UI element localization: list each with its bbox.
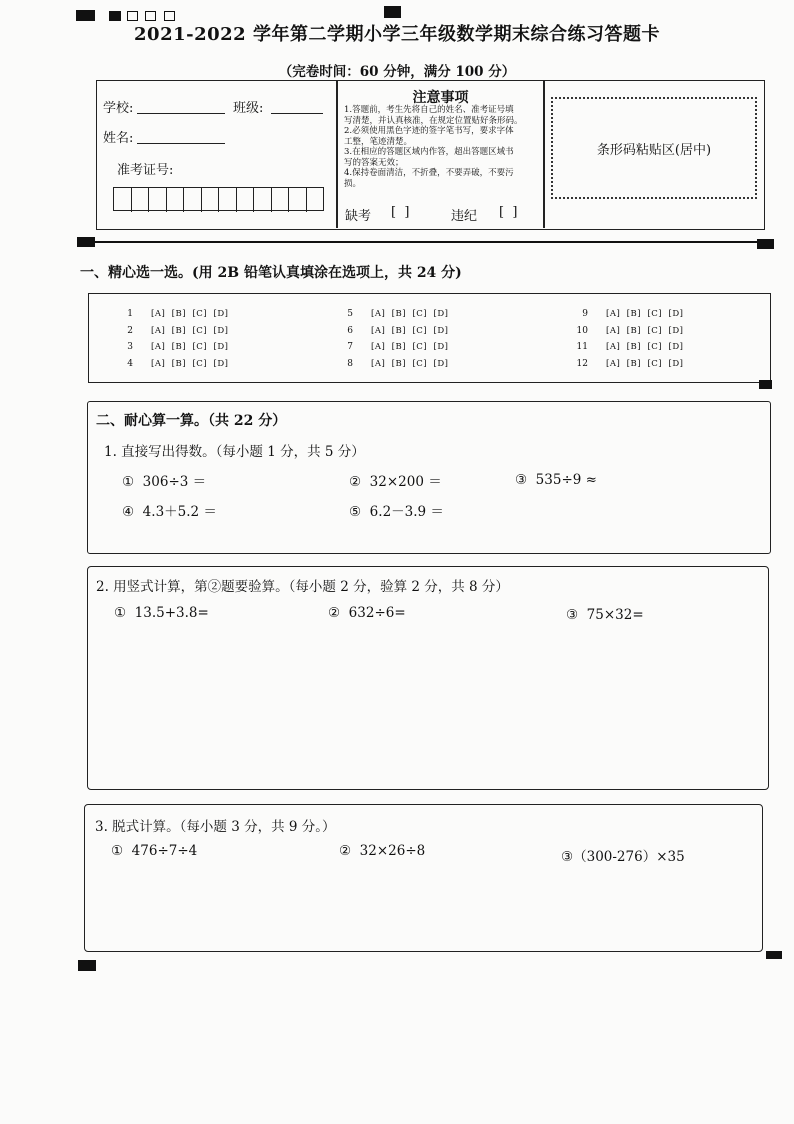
choice-row: [119, 359, 228, 369]
exam-number-cell[interactable]: [272, 188, 290, 212]
exam-number-cell[interactable]: [149, 188, 167, 212]
exam-number-cell[interactable]: [184, 188, 202, 212]
answer-options[interactable]: [A] [B] [C] [D]: [151, 342, 229, 352]
choice-row: [574, 309, 683, 319]
question-number: 5: [347, 309, 353, 319]
part3-heading: 3. 脱式计算。（每小题 3 分，共 9 分。）: [95, 819, 336, 835]
timing-mark-bottom-right: [766, 951, 782, 959]
mental-math-item-2: ② 32×200 ＝: [349, 474, 442, 490]
exam-number-grid[interactable]: [113, 187, 324, 211]
section2-part1-box: [87, 401, 771, 554]
class-label: 班级:: [233, 101, 264, 116]
section2-part2-box: [87, 566, 769, 790]
school-field[interactable]: [137, 113, 225, 114]
mental-math-item-3: ③ 535÷9 ≈: [515, 472, 597, 488]
exam-number-cell[interactable]: [219, 188, 237, 212]
section1-heading: 一、精心选一选。(用 2B 铅笔认真填涂在选项上，共 24 分): [80, 265, 462, 281]
question-number: 7: [347, 342, 353, 352]
info-box: [96, 80, 765, 230]
choice-row: [339, 326, 448, 336]
part2-heading: 2. 用竖式计算，第②题要验算。（每小题 2 分，验算 2 分，共 8 分）: [96, 579, 509, 595]
notes-line: 工整，笔迹清楚。: [344, 136, 413, 147]
timing-mark-top-center: [384, 6, 401, 18]
answer-options[interactable]: [A] [B] [C] [D]: [151, 358, 229, 369]
exam-number-cell[interactable]: [289, 188, 307, 212]
step-calc-item-2: ② 32×26÷8: [339, 843, 426, 859]
class-field[interactable]: [271, 113, 323, 114]
question-number: 4: [127, 358, 133, 369]
name-label: 姓名:: [103, 131, 134, 146]
choice-row: [339, 342, 448, 352]
question-number: 9: [582, 309, 588, 319]
notes-line: 4.保持卷面清洁，不折叠，不要弄破，不要污: [344, 168, 514, 178]
page-title: 2021-2022 学年第二学期小学三年级数学期末综合练习答题卡: [134, 24, 660, 45]
choice-row: [574, 342, 683, 352]
page-subtitle: （完卷时间：60 分钟，满分 100 分）: [278, 64, 516, 80]
exam-number-cell[interactable]: [254, 188, 272, 212]
question-number: 11: [576, 342, 588, 352]
answer-options[interactable]: [A] [B] [C] [D]: [606, 358, 684, 369]
choice-row: [119, 342, 228, 352]
school-label: 学校:: [103, 101, 134, 116]
question-number: 8: [347, 358, 353, 369]
divider: [543, 81, 545, 228]
answer-options[interactable]: [A] [B] [C] [D]: [606, 342, 684, 352]
notes-line: 写的答案无效；: [344, 157, 404, 168]
answer-bubble-area: [88, 293, 771, 383]
notes-line: 2.必须使用黑色字迹的签字笔书写，要求字体: [344, 126, 514, 136]
choice-row: [339, 309, 448, 319]
violation-label: 违纪: [451, 209, 478, 224]
question-number: 3: [127, 342, 133, 352]
choice-row: [119, 326, 228, 336]
barcode-label: 条形码粘贴区(居中): [596, 143, 712, 158]
violation-checkbox[interactable]: [ ]: [499, 205, 518, 220]
answer-options[interactable]: [A] [B] [C] [D]: [606, 325, 684, 336]
notes-line: 1.答题前，考生先将自己的姓名、准考证号填: [344, 105, 514, 115]
exam-number-cell[interactable]: [307, 188, 325, 212]
exam-number-cell[interactable]: [202, 188, 220, 212]
mental-math-item-4: ④ 4.3＋5.2 ＝: [122, 504, 217, 520]
timing-mark-section1: [759, 380, 772, 389]
mental-math-item-5: ⑤ 6.2－3.9 ＝: [349, 504, 444, 520]
exam-number-cell[interactable]: [237, 188, 255, 212]
notes-line: 3.在相应的答题区域内作答，超出答题区域书: [344, 147, 514, 157]
question-number: 1: [127, 309, 133, 319]
notes-list: [344, 105, 540, 189]
answer-options[interactable]: [A] [B] [C] [D]: [151, 325, 229, 336]
absent-label: 缺考: [345, 209, 372, 224]
question-number: 12: [576, 358, 588, 369]
notes-line: 损。: [344, 178, 362, 189]
notes-title: 注意事项: [412, 90, 469, 106]
answer-options[interactable]: [A] [B] [C] [D]: [371, 309, 449, 319]
part1-heading: 1. 直接写出得数。（每小题 1 分，共 5 分）: [104, 444, 365, 460]
exam-number-cell[interactable]: [132, 188, 150, 212]
timing-mark-right: [757, 239, 774, 249]
section2-part3-box: [84, 804, 763, 952]
step-calc-item-3: ③（300-276）×35: [561, 849, 685, 865]
timing-mark-bottom-left: [78, 960, 96, 971]
choice-row: [119, 309, 228, 319]
exam-number-cell[interactable]: [114, 188, 132, 212]
choice-row: [574, 326, 683, 336]
vertical-calc-item-1: ① 13.5+3.8=: [114, 605, 209, 621]
question-number: 2: [127, 325, 133, 336]
absent-checkbox[interactable]: [ ]: [391, 205, 410, 220]
notes-line: 写清楚，并认真核准，在规定位置贴好条形码。: [344, 115, 523, 126]
question-number: 10: [576, 325, 588, 336]
answer-options[interactable]: [A] [B] [C] [D]: [606, 309, 684, 319]
timing-mark-left: [77, 237, 95, 247]
answer-options[interactable]: [A] [B] [C] [D]: [151, 309, 229, 319]
question-number: 6: [347, 325, 353, 336]
step-calc-item-1: ① 476÷7÷4: [111, 843, 198, 859]
separator-line: [95, 241, 759, 243]
exam-no-label: 准考证号:: [117, 163, 174, 178]
name-field[interactable]: [137, 143, 225, 144]
answer-options[interactable]: [A] [B] [C] [D]: [371, 325, 449, 336]
vertical-calc-item-3: ③ 75×32=: [566, 607, 644, 623]
exam-number-cell[interactable]: [167, 188, 185, 212]
mental-math-item-1: ① 306÷3 ＝: [122, 474, 207, 490]
section2-heading: 二、耐心算一算。（共 22 分）: [96, 413, 287, 429]
choice-row: [574, 359, 683, 369]
choice-row: [339, 359, 448, 369]
answer-options[interactable]: [A] [B] [C] [D]: [371, 358, 449, 369]
vertical-calc-item-2: ② 632÷6=: [328, 605, 406, 621]
answer-options[interactable]: [A] [B] [C] [D]: [371, 342, 449, 352]
